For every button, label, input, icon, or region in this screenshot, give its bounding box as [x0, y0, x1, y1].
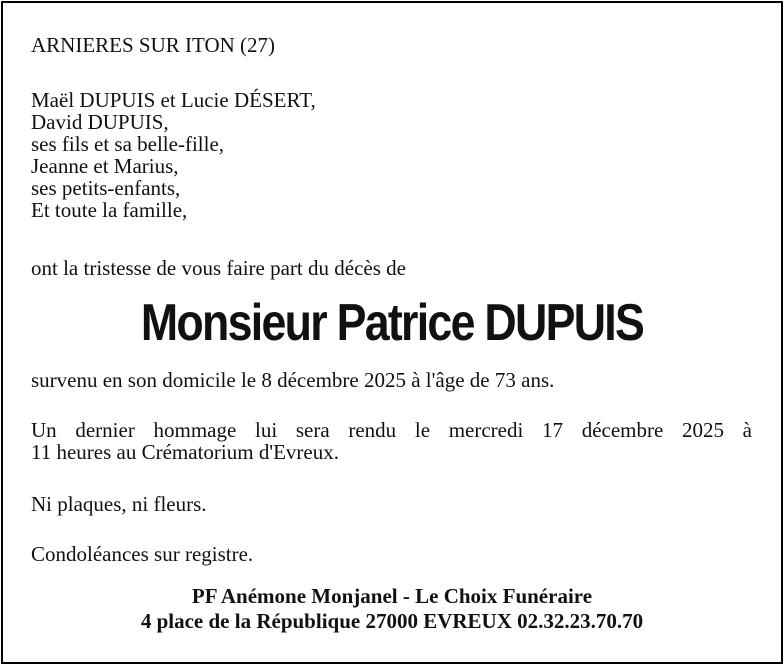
family-line-5: ses petits-enfants, — [31, 176, 181, 200]
family-line-6: Et toute la famille, — [31, 198, 188, 222]
announcement-text: ont la tristesse de vous faire part du décès de — [31, 256, 406, 280]
location-heading: ARNIERES SUR ITON (27) — [31, 33, 276, 57]
condolences-text: Condoléances sur registre. — [31, 542, 254, 566]
family-line-4: Jeanne et Marius, — [31, 154, 179, 178]
deceased-name: Monsieur Patrice DUPUIS — [140, 294, 644, 352]
funeral-home-address: 4 place de la République 27000 EVREUX 02.32.23.70.70 — [140, 609, 644, 633]
family-line-1: Maël DUPUIS et Lucie DÉSERT, — [31, 88, 316, 112]
funeral-home-name: PF Anémone Monjanel - Le Choix Funéraire — [191, 584, 593, 608]
death-info-text: survenu en son domicile le 8 décembre 2025 à l'âge de 73 ans. — [31, 368, 555, 392]
family-line-3: ses fils et sa belle-fille, — [31, 132, 225, 156]
tribute-line-2: 11 heures au Crématorium d'Evreux. — [31, 440, 339, 464]
flowers-text: Ni plaques, ni fleurs. — [31, 492, 207, 516]
tribute-line-1: Un dernier hommage lui sera rendu le mercredi 17 décembre 2025 à — [31, 418, 752, 442]
family-line-2: David DUPUIS, — [31, 110, 169, 134]
